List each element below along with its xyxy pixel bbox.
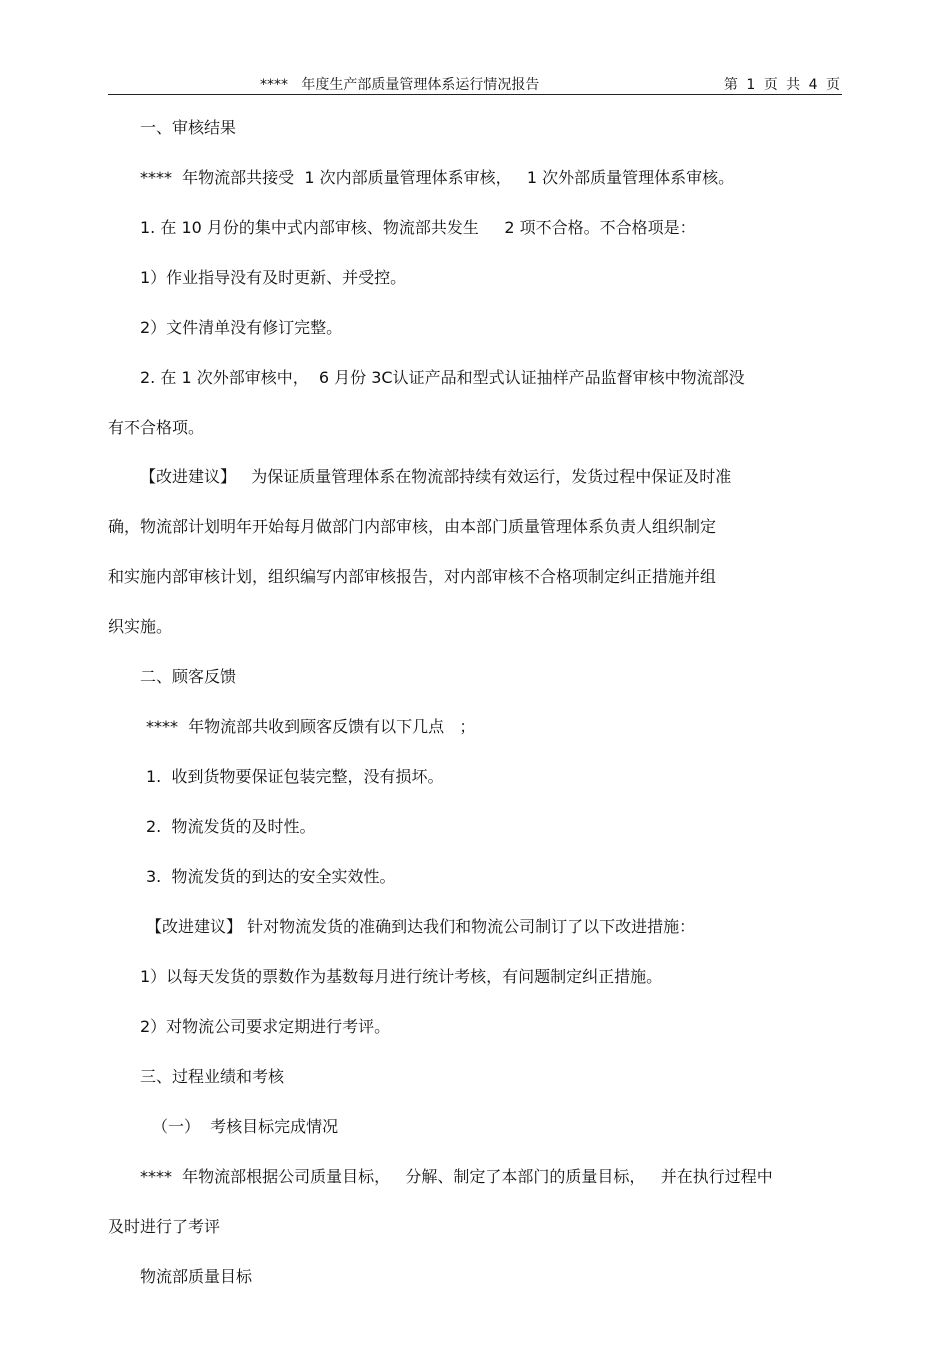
suggestion-2: 【改进建议】 针对物流发货的准确到达我们和物流公司制订了以下改进措施：: [146, 917, 696, 936]
suggestion-1-line2: 确，物流部计划明年开始每月做部门内部审核，由本部门质量管理体系负责人组织制定: [108, 517, 717, 536]
paragraph-feedback-intro: **** 年物流部共收到顾客反馈有以下几点 ；: [146, 717, 476, 736]
feedback-item-3: 3. 物流发货的到达的安全实效性。: [146, 867, 396, 886]
page-header: [108, 68, 842, 95]
suggestion-1-line1: 【改进建议】 为保证质量管理体系在物流部持续有效运行，发货过程中保证及时准: [140, 467, 732, 486]
header-title: **** 年度生产部质量管理体系运行情况报告: [260, 77, 540, 93]
feedback-item-1: 1. 收到货物要保证包装完整，没有损坏。: [146, 767, 444, 786]
section-heading-customer-feedback: 二、顾客反馈: [140, 667, 237, 686]
paragraph-external-audit-line2: 有不合格项。: [108, 418, 205, 437]
suggestion-1-line4: 织实施。: [108, 617, 173, 636]
feedback-item-2: 2. 物流发货的及时性。: [146, 817, 316, 836]
section-heading-audit-results: 一、审核结果: [140, 118, 237, 137]
section-heading-process-performance: 三、过程业绩和考核: [140, 1067, 285, 1086]
paragraph-external-audit-line1: 2. 在 1 次外部审核中， 6 月份 3C认证产品和型式认证抽样产品监督审核中物流部没: [140, 368, 745, 387]
nonconformity-item-1: 1）作业指导没有及时更新、并受控。: [140, 268, 407, 287]
paragraph-audit-count: **** 年物流部共接受 1 次内部质量管理体系审核， 1 次外部质量管理体系审核。: [140, 168, 735, 187]
paragraph-quality-targets-line2: 及时进行了考评: [108, 1217, 221, 1236]
subsection-heading-target-completion: （一） 考核目标完成情况: [152, 1117, 339, 1136]
paragraph-quality-targets-line1: **** 年物流部根据公司质量目标， 分解、制定了本部门的质量目标， 并在执行过程中: [140, 1167, 773, 1186]
label-logistics-quality-targets: 物流部质量目标: [140, 1267, 253, 1286]
paragraph-internal-audit: 1. 在 10 月份的集中式内部审核、物流部共发生 2 项不合格。不合格项是：: [140, 218, 696, 237]
measure-item-1: 1）以每天发货的票数作为基数每月进行统计考核，有问题制定纠正措施。: [140, 967, 663, 986]
measure-item-2: 2）对物流公司要求定期进行考评。: [140, 1017, 391, 1036]
suggestion-1-line3: 和实施内部审核计划，组织编写内部审核报告，对内部审核不合格项制定纠正措施并组: [108, 567, 717, 586]
nonconformity-item-2: 2）文件清单没有修订完整。: [140, 318, 343, 337]
header-page-number: 第 1 页 共 4 页: [723, 77, 840, 93]
